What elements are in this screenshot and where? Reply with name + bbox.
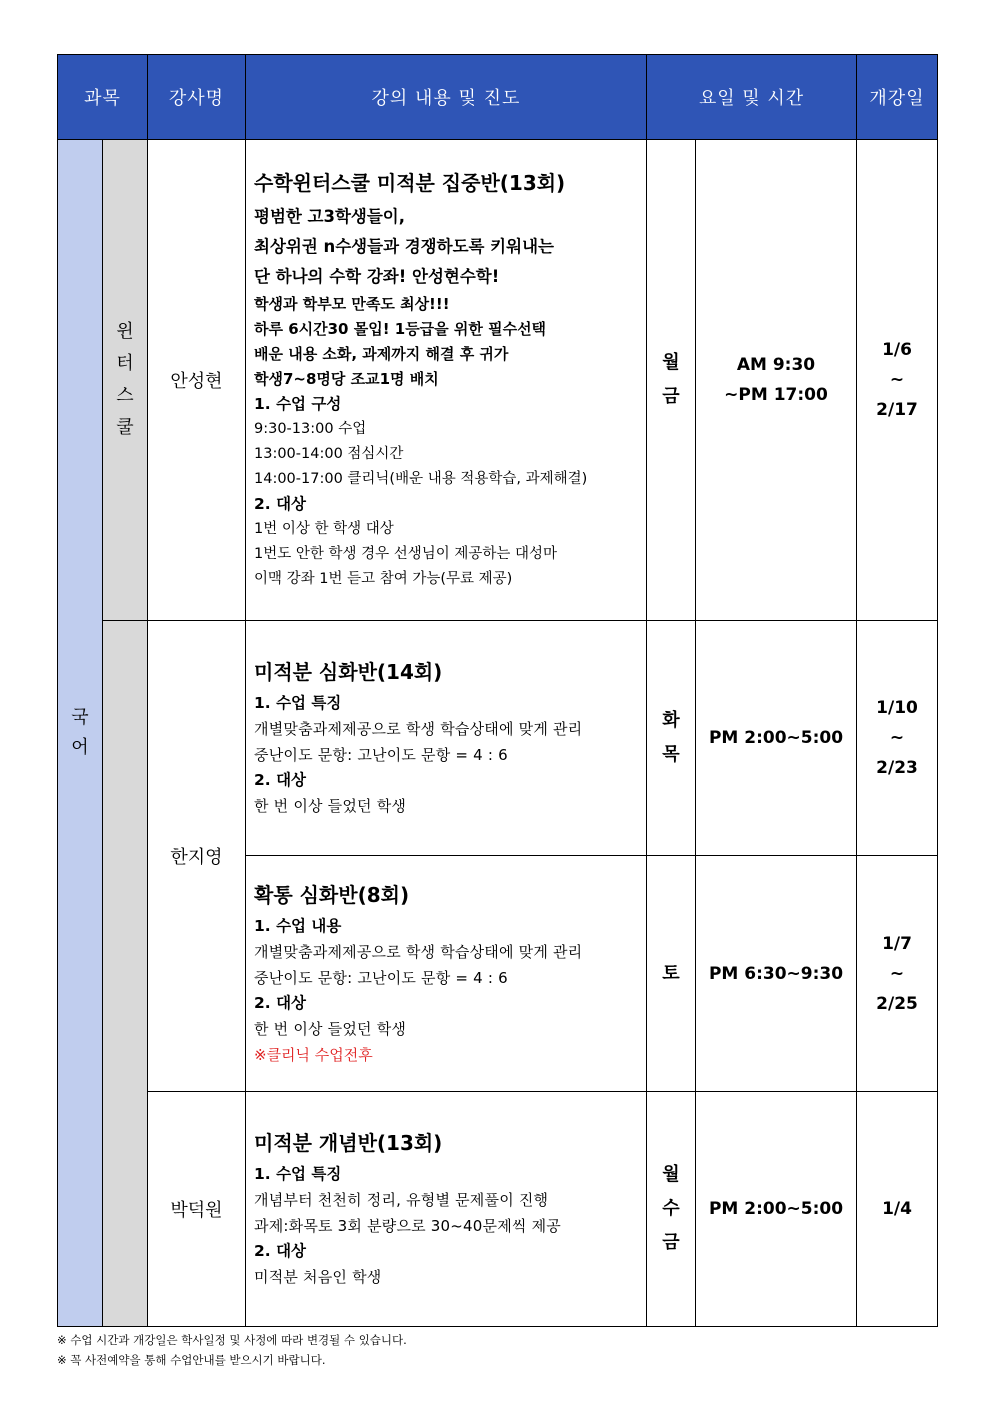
section-line: 이맥 강좌 1번 듣고 참여 가능(무료 제공) bbox=[254, 571, 513, 587]
header-open-date: 개강일 bbox=[857, 55, 938, 140]
day-char: 수 bbox=[662, 1198, 680, 1219]
day-char: 화 bbox=[662, 710, 680, 731]
day-cell bbox=[647, 621, 696, 856]
section-line: 1번도 안한 학생 경우 선생님이 제공하는 대성마 bbox=[254, 546, 558, 562]
open-date-cell: 1/4 bbox=[857, 1092, 938, 1327]
open-date-line: ~ bbox=[889, 370, 905, 390]
course-highlight: 하루 6시간30 몰입! 1등급을 위한 필수선택 bbox=[254, 320, 547, 338]
clinic-note: ※클리닉 수업전후 bbox=[254, 1045, 373, 1064]
table-row bbox=[58, 1092, 938, 1327]
course-highlight: 학생7~8명당 조교1명 배치 bbox=[254, 370, 439, 388]
open-date-line: 2/17 bbox=[876, 400, 918, 420]
course-content bbox=[246, 621, 647, 856]
day-char: 월 bbox=[662, 1164, 680, 1185]
course-content bbox=[246, 140, 647, 621]
section-line: 한 번 이상 들었던 학생 bbox=[254, 797, 407, 815]
time-cell bbox=[696, 140, 857, 621]
day-char: 금 bbox=[662, 386, 680, 407]
section-line: 중난이도 문항: 고난이도 문항 = 4 : 6 bbox=[254, 968, 508, 987]
course-highlight: 학생과 학부모 만족도 최상!!! bbox=[254, 295, 450, 313]
open-date-line: 1/6 bbox=[882, 340, 912, 360]
course-intro-line: 단 하나의 수학 강좌! 안성현수학! bbox=[254, 267, 500, 286]
day-char: 목 bbox=[662, 744, 680, 765]
section-heading: 2. 대상 bbox=[254, 495, 307, 513]
footnote: ※ 수업 시간과 개강일은 학사일정 및 사정에 따라 변경될 수 있습니다. bbox=[57, 1333, 407, 1347]
subject-char: 국 bbox=[71, 707, 89, 728]
winter-char: 터 bbox=[116, 353, 134, 374]
day-char: 금 bbox=[662, 1232, 680, 1253]
header-subject: 과목 bbox=[58, 55, 148, 140]
section-heading: 2. 대상 bbox=[254, 993, 307, 1012]
sub-category-cell bbox=[103, 621, 148, 1327]
section-line: 개별맞춤과제제공으로 학생 학습상태에 맞게 관리 bbox=[254, 942, 583, 961]
course-highlight: 배운 내용 소화, 과제까지 해결 후 귀가 bbox=[254, 345, 509, 363]
time-line: ~PM 17:00 bbox=[724, 385, 828, 405]
time-cell: PM 2:00~5:00 bbox=[696, 621, 857, 856]
winter-char: 쿨 bbox=[116, 417, 134, 438]
teacher-name: 한지영 bbox=[148, 621, 246, 1092]
open-date-line: ~ bbox=[889, 963, 905, 984]
teacher-name: 안성현 bbox=[148, 140, 246, 621]
teacher-name: 박덕원 bbox=[148, 1092, 246, 1327]
course-title: 확통 심화반(8회) bbox=[254, 882, 410, 907]
winter-school-cell bbox=[103, 140, 148, 621]
section-heading: 2. 대상 bbox=[254, 1242, 307, 1260]
section-line: 개념부터 천천히 정리, 유형별 문제풀이 진행 bbox=[254, 1191, 549, 1209]
open-date-line: 2/25 bbox=[876, 993, 918, 1014]
open-date-line: 1/10 bbox=[876, 698, 918, 718]
open-date-line: ~ bbox=[889, 728, 905, 748]
time-cell: PM 6:30~9:30 bbox=[696, 856, 857, 1092]
section-line: 중난이도 문항: 고난이도 문항 = 4 : 6 bbox=[254, 746, 508, 764]
open-date-cell bbox=[857, 856, 938, 1092]
section-heading: 2. 대상 bbox=[254, 771, 307, 789]
footnotes bbox=[57, 1330, 407, 1370]
section-line: 한 번 이상 들었던 학생 bbox=[254, 1019, 407, 1038]
subject-cell bbox=[58, 140, 103, 1327]
header-day-time: 요일 및 시간 bbox=[647, 55, 857, 140]
course-title: 미적분 심화반(14회) bbox=[254, 660, 443, 684]
section-heading: 1. 수업 특징 bbox=[254, 694, 342, 712]
time-line: AM 9:30 bbox=[736, 355, 816, 375]
day-cell bbox=[647, 1092, 696, 1327]
table-row bbox=[58, 140, 938, 621]
section-line: 1번 이상 한 학생 대상 bbox=[254, 521, 394, 537]
section-heading: 1. 수업 내용 bbox=[254, 916, 342, 935]
section-line: 개별맞춤과제제공으로 학생 학습상태에 맞게 관리 bbox=[254, 720, 583, 738]
course-intro-line: 최상위권 n수생들과 경쟁하도록 키워내는 bbox=[254, 237, 554, 256]
section-line: 13:00-14:00 점심시간 bbox=[254, 446, 404, 462]
section-line: 과제:화목토 3회 분량으로 30~40문제씩 제공 bbox=[254, 1217, 561, 1235]
open-date-line: 2/23 bbox=[876, 758, 918, 778]
day-cell: 토 bbox=[647, 856, 696, 1092]
section-line: 9:30-13:00 수업 bbox=[254, 421, 367, 437]
section-line: 미적분 처음인 학생 bbox=[254, 1268, 382, 1286]
open-date-cell bbox=[857, 621, 938, 856]
footnote: ※ 꼭 사전예약을 통해 수업안내를 받으시기 바랍니다. bbox=[57, 1353, 326, 1367]
subject-char: 어 bbox=[71, 737, 89, 758]
open-date-cell bbox=[857, 140, 938, 621]
course-content bbox=[246, 1092, 647, 1327]
section-heading: 1. 수업 구성 bbox=[254, 395, 342, 413]
winter-char: 윈 bbox=[116, 321, 134, 342]
day-cell bbox=[647, 140, 696, 621]
time-cell: PM 2:00~5:00 bbox=[696, 1092, 857, 1327]
course-title: 미적분 개념반(13회) bbox=[254, 1131, 443, 1155]
schedule-table bbox=[57, 54, 938, 1327]
course-title: 수학윈터스쿨 미적분 집중반(13회) bbox=[254, 171, 566, 195]
section-line: 14:00-17:00 클리닉(배운 내용 적용학습, 과제해결) bbox=[254, 471, 588, 487]
header-teacher: 강사명 bbox=[148, 55, 246, 140]
header-row bbox=[58, 55, 938, 140]
header-content: 강의 내용 및 진도 bbox=[246, 55, 647, 140]
winter-char: 스 bbox=[116, 385, 134, 406]
course-content bbox=[246, 856, 647, 1092]
section-heading: 1. 수업 특징 bbox=[254, 1165, 342, 1183]
open-date-line: 1/7 bbox=[882, 933, 912, 954]
day-char: 월 bbox=[662, 352, 680, 373]
table-row bbox=[58, 621, 938, 856]
course-intro-line: 평범한 고3학생들이, bbox=[254, 207, 406, 226]
